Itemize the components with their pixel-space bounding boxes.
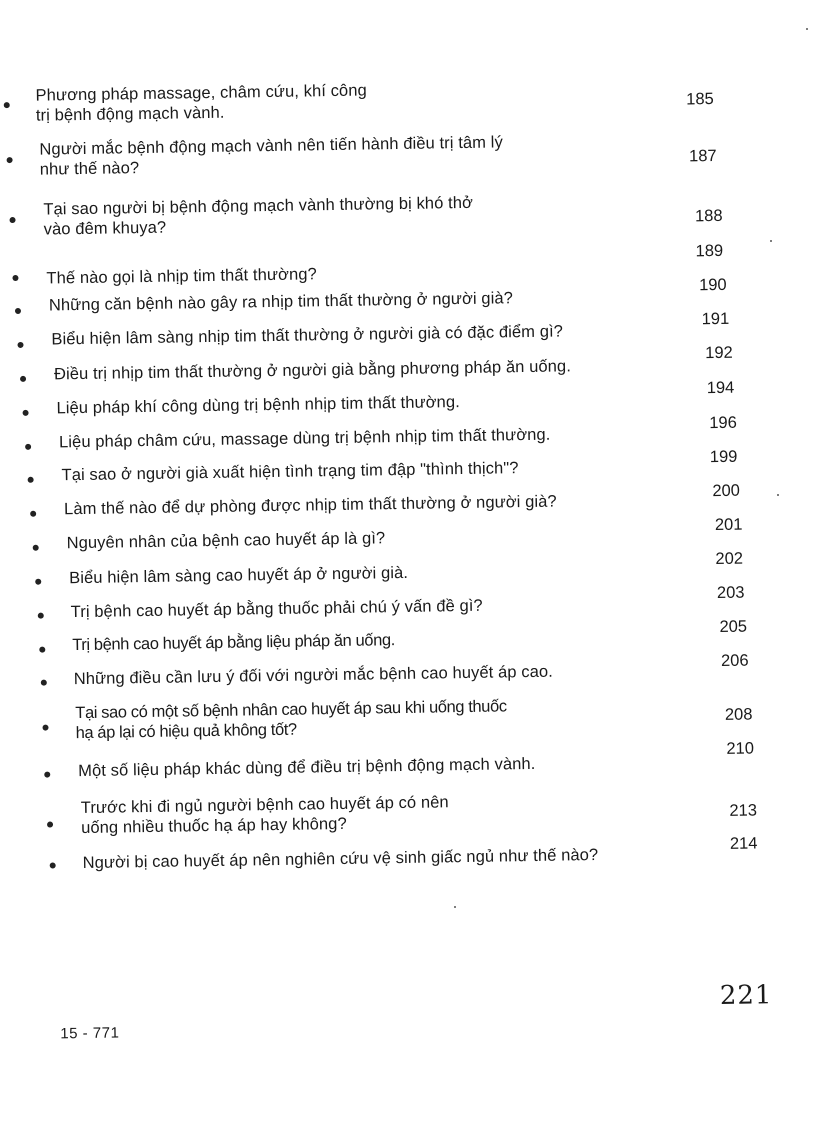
bullet-icon — [38, 613, 44, 619]
bullet-icon — [42, 725, 48, 731]
bullet-icon — [30, 511, 36, 517]
bullet-icon — [23, 410, 29, 416]
bullet-icon — [12, 275, 18, 281]
toc-entry-title: Trước khi đi ngủ người bệnh cao huyết áp có nên uống nhiều thuốc hạ áp hay không? — [80, 793, 449, 838]
toc-entry-page: 206 — [720, 651, 749, 670]
bullet-icon — [33, 545, 39, 551]
toc-entry-page: 210 — [726, 739, 755, 758]
toc-entry-title: Biểu hiện lâm sàng nhịp tim thất thường ở người già có đặc điểm gì? — [51, 322, 564, 349]
toc-entry-page: 185 — [686, 90, 714, 109]
print-code: 15 - 771 — [60, 1024, 120, 1043]
toc-entry-title: Những căn bệnh nào gây ra nhịp tim thất thường ở người già? — [48, 289, 514, 315]
scan-speck — [777, 494, 779, 496]
toc-entry-title: Tại sao có một số bệnh nhân cao huyết áp sau khi uống thuốc hạ áp lại có hiệu quả không tốt? — [75, 697, 507, 743]
toc-entry-page: 208 — [724, 705, 753, 724]
toc-entry-title: Người bị cao huyết áp nên nghiên cứu vệ sinh giấc ngủ như thế nào? — [82, 845, 599, 873]
bullet-icon — [20, 376, 26, 382]
toc-entry — [0, 70, 809, 125]
bullet-icon — [15, 308, 21, 314]
bullet-icon — [7, 157, 13, 163]
toc-entry-title: Liệu pháp châm cứu, massage dùng trị bệnh nhịp tim thất thường. — [58, 425, 551, 452]
scan-speck — [770, 240, 772, 242]
toc-entry-page: 192 — [705, 343, 733, 363]
toc-entry-page: 188 — [694, 206, 723, 226]
toc-entry-page: 190 — [698, 275, 727, 295]
toc-entry-page: 189 — [695, 241, 724, 261]
table-of-contents — [0, 70, 809, 873]
toc-entry-page: 203 — [716, 583, 745, 603]
toc-entry-title: Điều trị nhịp tim thất thường ở người già bằng phương pháp ăn uống. — [53, 357, 572, 384]
bullet-icon — [35, 579, 41, 585]
toc-entry-title: Thế nào gọi là nhịp tim thất thường? — [46, 265, 317, 288]
bullet-icon — [28, 477, 34, 483]
toc-entry-page: 202 — [715, 549, 744, 569]
toc-entry-title: Biểu hiện lâm sàng cao huyết áp ở người già. — [69, 563, 409, 588]
bullet-icon — [10, 217, 16, 223]
page-number: 221 — [719, 980, 773, 1012]
toc-entry-page: 187 — [688, 146, 717, 166]
bullet-icon — [44, 772, 50, 778]
bullet-icon — [47, 821, 53, 827]
toc-entry-page: 200 — [712, 481, 741, 501]
toc-entry-page: 213 — [729, 801, 758, 820]
scan-speck — [806, 28, 808, 30]
bullet-icon — [50, 862, 56, 868]
toc-entry-title: Tại sao ở người già xuất hiện tình trạng tim đập "thình thịch"? — [61, 459, 519, 485]
toc-entry-title: Những điều cần lưu ý đối với người mắc bệnh cao huyết áp cao. — [73, 662, 554, 689]
toc-entry-page: 199 — [709, 447, 738, 467]
toc-entry-title: Nguyên nhân của bệnh cao huyết áp là gì? — [66, 529, 386, 553]
toc-entry-title: Phương pháp massage, châm cứu, khí công trị bệnh động mạch vành. — [35, 81, 367, 125]
toc-entry-page: 194 — [706, 378, 735, 398]
toc-entry-title: Làm thế nào để dự phòng được nhịp tim thất thường ở người già? — [63, 492, 557, 519]
bullet-icon — [4, 102, 10, 108]
toc-entry-title: Trị bệnh cao huyết áp bằng thuốc phải chú ý vấn đề gì? — [70, 596, 483, 622]
scan-speck — [454, 906, 456, 908]
toc-entry-title: Tại sao người bị bệnh động mạch vành thường bị khó thở vào đêm khuya? — [43, 193, 474, 239]
toc-entry-title: Người mắc bệnh động mạch vành nên tiến hành điều trị tâm lý như thế nào? — [39, 133, 503, 179]
bullet-icon — [25, 444, 31, 450]
bullet-icon — [17, 342, 23, 348]
toc-entry-page: 201 — [714, 515, 743, 535]
toc-entry-page: 205 — [719, 617, 748, 636]
toc-entry-page: 191 — [701, 309, 730, 329]
toc-entry-title: Trị bệnh cao huyết áp bằng liệu pháp ăn uống. — [72, 631, 395, 655]
toc-entry-title: Liệu pháp khí công dùng trị bệnh nhịp tim thất thường. — [56, 393, 460, 418]
toc-entry-page: 214 — [729, 834, 758, 853]
bullet-icon — [39, 647, 45, 653]
bullet-icon — [41, 680, 47, 686]
toc-entry-page: 196 — [709, 413, 737, 433]
toc-entry-title: Một số liệu pháp khác dùng để điều trị bệnh động mạch vành. — [78, 754, 536, 781]
